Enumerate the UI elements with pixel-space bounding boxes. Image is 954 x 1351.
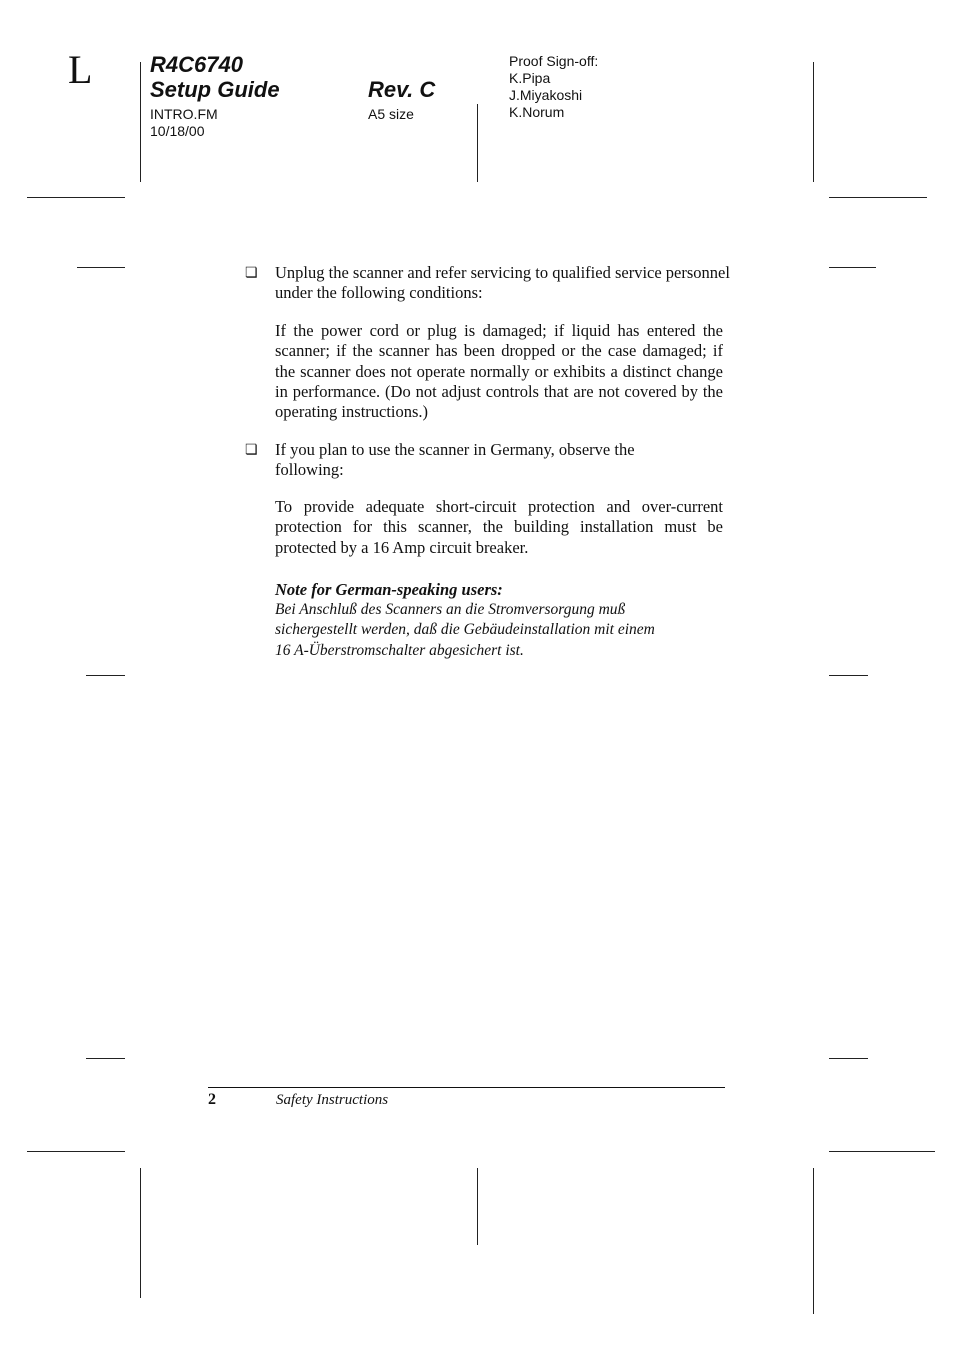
- note-line: 16 A-Überstromschalter abgesichert ist.: [275, 642, 524, 659]
- crop-mark: [477, 1168, 478, 1245]
- bullet-item-detail: If the power cord or plug is damaged; if liquid has entered the scanner; if the scanner has been dropped or the case damaged; if the scanner does not operate normally or exhibits a distinct change in performance. (Do not adjust controls that are not covered by the operating instructions.): [275, 321, 723, 422]
- corner-letter: L: [68, 47, 93, 92]
- note-line: Bei Anschluß des Scanners an die Stromversorgung muß: [275, 601, 626, 618]
- proof-name: K.Norum: [509, 104, 565, 120]
- document-date: 10/18/00: [150, 123, 205, 139]
- crop-mark: [829, 197, 927, 198]
- crop-mark: [27, 197, 125, 198]
- page-number: 2: [208, 1091, 216, 1108]
- crop-mark: [813, 1168, 814, 1314]
- crop-mark: [140, 1168, 141, 1298]
- crop-mark: [829, 1151, 935, 1152]
- bullet-item-lead: If you plan to use the scanner in Germany, observe the following:: [275, 440, 635, 480]
- file-name: INTRO.FM: [150, 106, 218, 122]
- crop-mark: [86, 675, 125, 676]
- crop-mark: [86, 1058, 125, 1059]
- note-line: sichergestellt werden, daß die Gebäudeinstallation mit einem: [275, 621, 655, 638]
- revision-label: Rev. C: [368, 77, 436, 102]
- proof-name: K.Pipa: [509, 70, 551, 86]
- crop-mark: [27, 1151, 125, 1152]
- bullet-item-detail: To provide adequate short-circuit protection and over-current protection for this scanner, the building installation must be protected by a 16 Amp circuit breaker.: [275, 497, 723, 557]
- bullet-item-lead: Unplug the scanner and refer servicing to qualified service personnel under the following conditions:: [275, 263, 730, 303]
- note-title: Note for German-speaking users:: [275, 580, 503, 599]
- document-title: Setup Guide: [150, 77, 280, 102]
- checkbox-bullet-icon: ❏: [245, 266, 258, 281]
- proof-name: J.Miyakoshi: [509, 87, 583, 103]
- crop-mark: [140, 62, 141, 182]
- crop-mark: [477, 104, 478, 182]
- crop-mark: [77, 267, 125, 268]
- proof-signoff: [509, 53, 598, 121]
- proof-label: Proof Sign-off:: [509, 53, 599, 69]
- footer-rule: [208, 1087, 725, 1088]
- footer-section-title: Safety Instructions: [276, 1092, 389, 1108]
- crop-mark: [813, 62, 814, 182]
- crop-mark: [829, 675, 868, 676]
- crop-mark: [829, 1058, 868, 1059]
- paper-size: A5 size: [368, 106, 414, 122]
- checkbox-bullet-icon: ❏: [245, 443, 258, 458]
- crop-mark: [829, 267, 876, 268]
- document-code: R4C6740: [150, 52, 243, 77]
